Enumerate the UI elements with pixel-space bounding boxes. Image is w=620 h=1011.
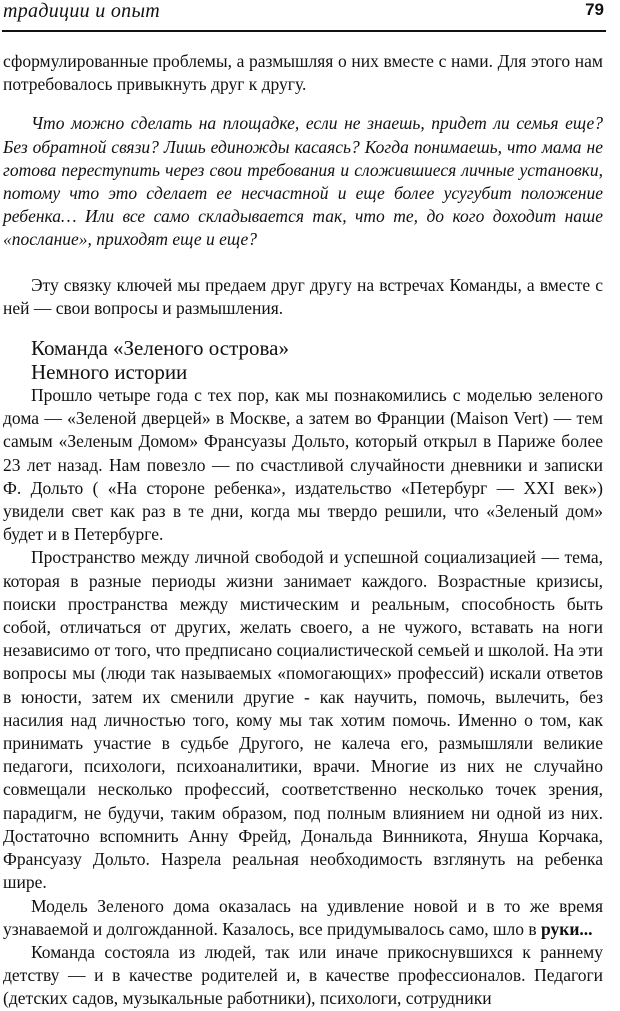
paragraph-continued: сформулированные проблемы, а размышляя о них вместе с нами. Для этого нам потребовалось привыкнуть друг к другу. [3, 51, 603, 95]
body-text [3, 50, 603, 1011]
running-head: традиции и опыт [3, 0, 161, 22]
italic-quote-paragraph: Что можно сделать на площадке, если не знаешь, придет ли семья еще? Без обратной связи? Лишь единожды касаясь? Когда понимаешь, что мама не готова переступить через свои требования и сложившиеся личные установки, потому что это сделает ее несчастной и еще более усугубит положение ребенка… Или все само складывается так, что те, до кого доходит наше «послание», приходят еще и еще? [3, 113, 603, 250]
paragraph-keys: Эту связку ключей мы предаем друг другу на встречах Команды, а вместе с ней — свои вопросы и размышления. [3, 274, 603, 318]
header-rule [2, 30, 606, 32]
section-title: Команда «Зеленого острова» [31, 336, 289, 361]
paragraph-model-bold-end: руки... [541, 918, 593, 939]
section-subtitle: Немного истории [31, 359, 188, 384]
page-number: 79 [585, 0, 604, 19]
section-heading [31, 337, 603, 384]
paragraph-model [3, 895, 603, 941]
paragraph-space: Пространство между личной свободой и успешной социализацией — тема, которая в разные периоды жизни занимает каждого. Возрастные кризисы, поиски пространства между мистическим и реальным, способность быть собой, отличаться от других, желать своего, а не чужого, вставать на ноги независимо от того, что предписано социалистической семьей и школой. На эти вопросы мы (люди так называемых «помогающих» профессий) искали ответов в юности, затем их сменили другие - как научить, помочь, вылечить, без насилия над личностью того, кому мы так хотим помочь. Именно о том, как принимать участие в судьбе Другого, не калеча его, размышляли великие педагоги, психологи, психоаналитики, врачи. Многие из них не случайно совмещали несколько профессий, соответственно несколько точек зрения, парадигм, не будучи, таким образом, под полным влиянием ни одной из них. Достаточно вспомнить Анну Фрейд, Дональда Винникота, Януша Корчака, Франсуазу Дольто. Назрела реальная необходимость взглянуть на ребенка шире. [3, 547, 603, 893]
paragraph-model-text: Модель Зеленого дома оказалась на удивление новой и в то же время узнаваемой и долгожданной. Казалось, все придумывалось само, шло в [3, 895, 603, 939]
paragraph-team: Команда состояла из людей, так или иначе прикоснувшихся к раннему детству — и в качестве родителей и, в качестве профессионалов. Педагоги (детских садов, музыкальные работники), психологи, сотрудники [3, 941, 603, 1009]
paragraph-history: Прошло четыре года с тех пор, как мы познакомились с моделью зеленого дома — «Зеленой дверцей» в Москве, а затем во Франции (Maison Vert) — тем самым «Зеленым Домом» Франсуазы Дольто, который открыл в Париже более 23 лет назад. Нам повезло — по счастливой случайности дневники и записки Ф. Дольто ( «На стороне ребенка», издательство «Петербург — XXI век») увидели свет как раз в те дни, когда мы твердо решили, что «Зеленый дом» будет и в Петербурге. [3, 385, 603, 545]
